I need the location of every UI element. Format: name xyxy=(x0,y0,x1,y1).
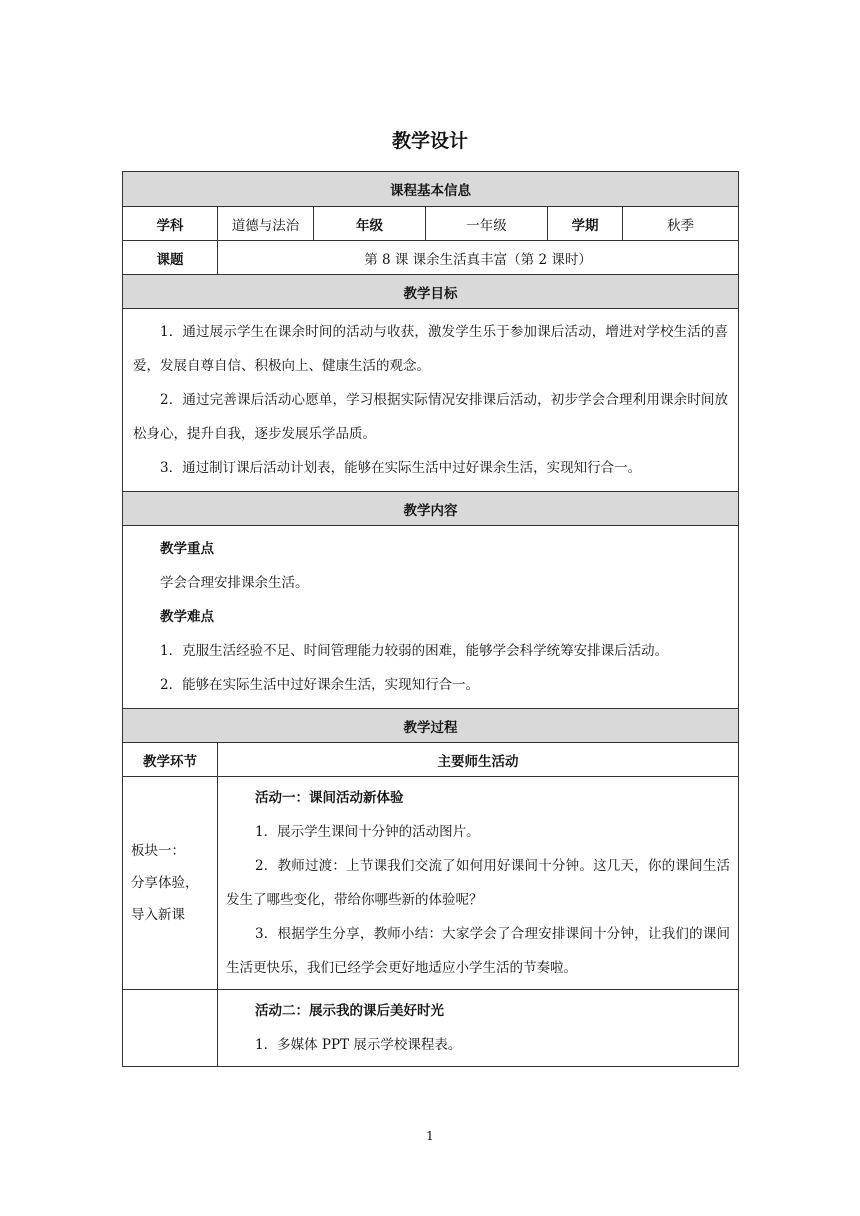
section1-name-line: 导入新课 xyxy=(131,907,185,923)
process-col2-header: 主要师生活动 xyxy=(218,743,739,777)
activity1-item: 1．展示学生课间十分钟的活动图片。 xyxy=(255,824,480,840)
course-info-header: 课程基本信息 xyxy=(123,172,739,207)
process-col1-header: 教学环节 xyxy=(123,743,218,777)
difficulty-title: 教学难点 xyxy=(160,609,214,625)
objective-item: 2．通过完善课后活动心愿单，学习根据实际情况安排课后活动，初步学会合理利用课余时间放松身心，提升自我，逐步发展乐学品质。 xyxy=(133,392,729,442)
key-point-title: 教学重点 xyxy=(160,541,214,557)
section2-activities xyxy=(218,990,739,1067)
lesson-plan-table xyxy=(122,171,739,1067)
difficulty-item: 1．克服生活经验不足、时间管理能力较弱的困难，能够学会科学统筹安排课后活动。 xyxy=(160,643,669,659)
subject-label: 学科 xyxy=(123,207,218,241)
section1-name-line: 分享体验， xyxy=(131,875,199,891)
activity1-title: 活动一：课间活动新体验 xyxy=(255,790,404,806)
section1-activities xyxy=(218,777,739,990)
key-point-text: 学会合理安排课余生活。 xyxy=(160,575,309,591)
term-label: 学期 xyxy=(548,207,623,241)
topic-label: 课题 xyxy=(123,241,218,275)
process-header: 教学过程 xyxy=(123,709,739,743)
section1-name-line: 板块一： xyxy=(131,843,185,859)
grade-label: 年级 xyxy=(314,207,426,241)
subject-value: 道德与法治 xyxy=(218,207,314,241)
section1-name xyxy=(123,777,218,990)
objectives-header: 教学目标 xyxy=(123,275,739,309)
objectives-body xyxy=(123,309,739,492)
content-header: 教学内容 xyxy=(123,492,739,526)
difficulty-item: 2．能够在实际生活中过好课余生活，实现知行合一。 xyxy=(160,677,480,693)
term-value: 秋季 xyxy=(623,207,739,241)
content-body xyxy=(123,526,739,709)
topic-value: 第 8 课 课余生活真丰富（第 2 课时） xyxy=(218,241,739,275)
activity2-title: 活动二：展示我的课后美好时光 xyxy=(255,1003,444,1019)
document-title: 教学设计 xyxy=(391,130,468,152)
activity1-item: 2．教师过渡：上节课我们交流了如何用好课间十分钟。这几天，你的课间生活发生了哪些变化，带给你哪些新的体验呢？ xyxy=(226,858,731,908)
activity2-item: 1．多媒体 PPT 展示学校课程表。 xyxy=(255,1037,462,1053)
grade-value: 一年级 xyxy=(426,207,548,241)
objective-item: 3．通过制订课后活动计划表，能够在实际生活中过好课余生活，实现知行合一。 xyxy=(160,460,642,476)
section2-name xyxy=(123,990,218,1067)
objective-item: 1．通过展示学生在课余时间的活动与收获，激发学生乐于参加课后活动，增进对学校生活的喜爱，发展自尊自信、积极向上、健康生活的观念。 xyxy=(133,324,729,374)
page-number: 1 xyxy=(426,1129,434,1143)
activity1-item: 3．根据学生分享，教师小结：大家学会了合理安排课间十分钟，让我们的课间生活更快乐，我们已经学会更好地适应小学生活的节奏啦。 xyxy=(226,926,731,976)
